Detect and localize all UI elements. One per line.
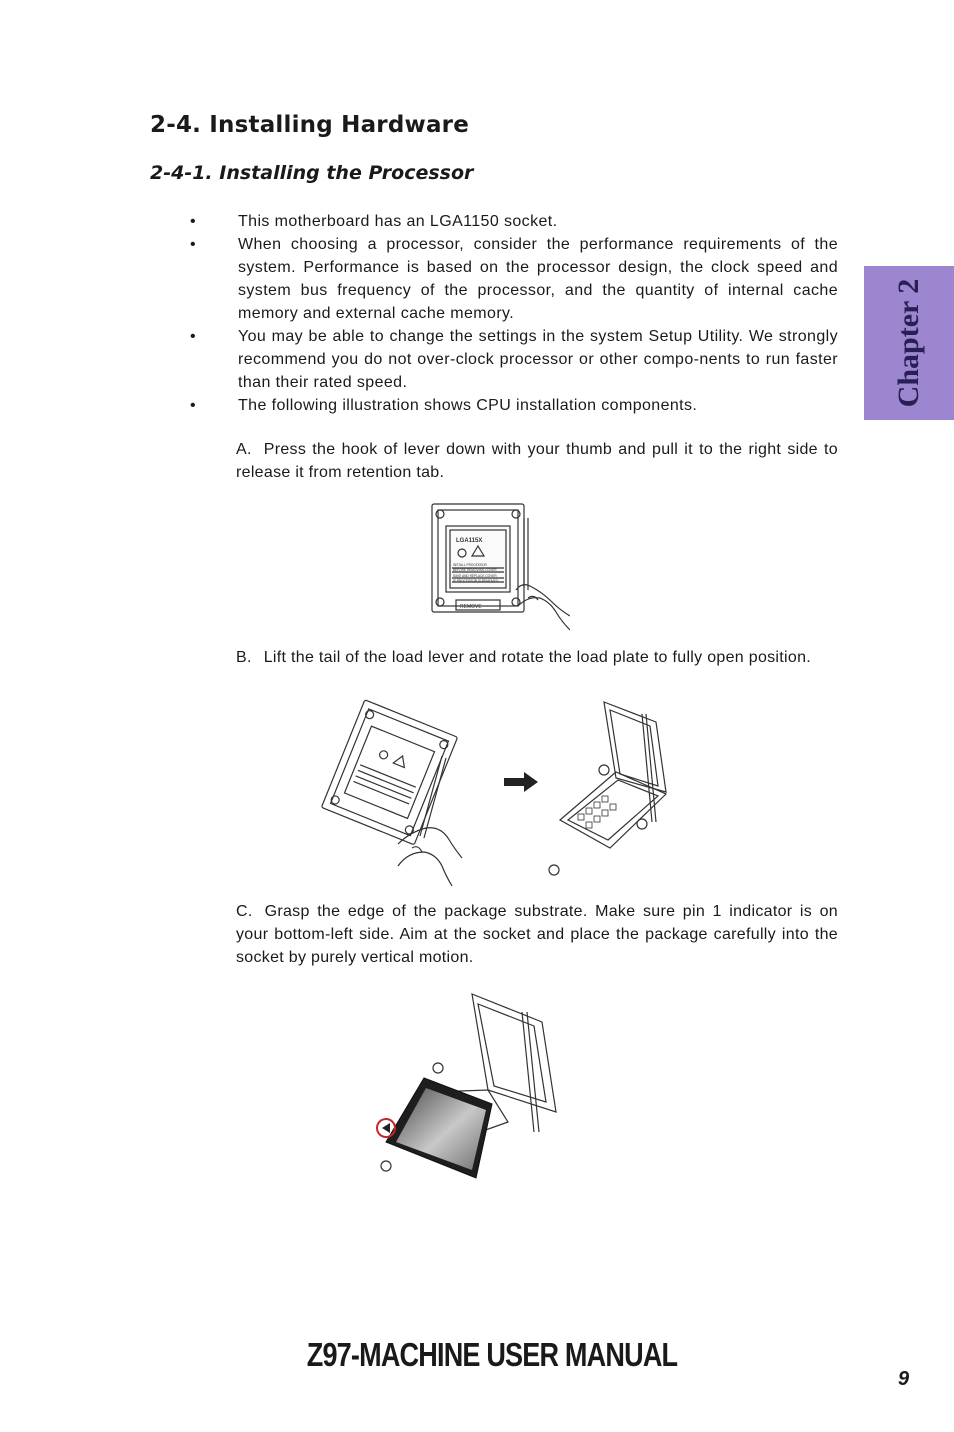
step-c: C. Grasp the edge of the package substrate. Make sure pin 1 indicator is on your bottom-left side. Aim at the socket and place the package carefully into the socket by purely vertical motion. xyxy=(236,903,838,966)
list-item: • You may be able to change the settings in the system Setup Utility. We strongly recommend you do not over-clock processor or other compo-nents to run faster than their rated speed. xyxy=(190,325,838,394)
subsection-title: 2-4-1. Installing the Processor xyxy=(150,162,474,184)
step-letter: B. xyxy=(236,649,252,666)
bullet-dot: • xyxy=(190,328,197,345)
figure-b-lever-open xyxy=(318,696,732,890)
step-a: A. Press the hook of lever down with your thumb and pull it to the right side to release it from retention tab. xyxy=(236,441,838,481)
cover-text-1: INSTALL PROCESSOR xyxy=(453,563,487,567)
list-item: • The following illustration shows CPU installation components. xyxy=(190,394,838,417)
manual-title: Z97-MACHINE USER MANUAL xyxy=(306,1336,678,1373)
step-b: B. Lift the tail of the load lever and rotate the load plate to fully open position. xyxy=(236,649,812,666)
bullet-dot: • xyxy=(190,236,197,253)
list-item: • This motherboard has an LGA1150 socket. xyxy=(190,210,838,233)
figure-c-processor-placement xyxy=(372,992,576,1182)
bullet-dot: • xyxy=(190,397,197,414)
cover-text-4: IF PROCESSOR IS REMOVED xyxy=(453,579,498,583)
remove-label: REMOVE xyxy=(460,604,482,610)
list-item: • When choosing a processor, consider the performance requirements of the system. Performance is based on the processor design, the clock speed and system bus frequency of the processor, and the quantity of internal cache memory and external cache memory. xyxy=(190,233,838,325)
cover-text-2: BEFORE REMOVING COVER xyxy=(453,568,497,572)
bullet-dot: • xyxy=(190,213,197,230)
section-title: 2-4. Installing Hardware xyxy=(150,112,470,138)
page-number: 9 xyxy=(898,1368,910,1390)
step-letter: A. xyxy=(236,441,252,458)
chapter-tab-label: Chapter 2 xyxy=(892,278,925,408)
socket-label: LGA115X xyxy=(456,538,483,544)
step-letter: C. xyxy=(236,903,253,920)
figure-a-socket-closed xyxy=(420,498,570,642)
cover-text-3: SAVE AND REPLACE COVER xyxy=(453,574,497,578)
chapter-tab xyxy=(864,266,954,420)
bullet-list xyxy=(190,210,838,417)
arrow-right-icon xyxy=(504,772,538,792)
